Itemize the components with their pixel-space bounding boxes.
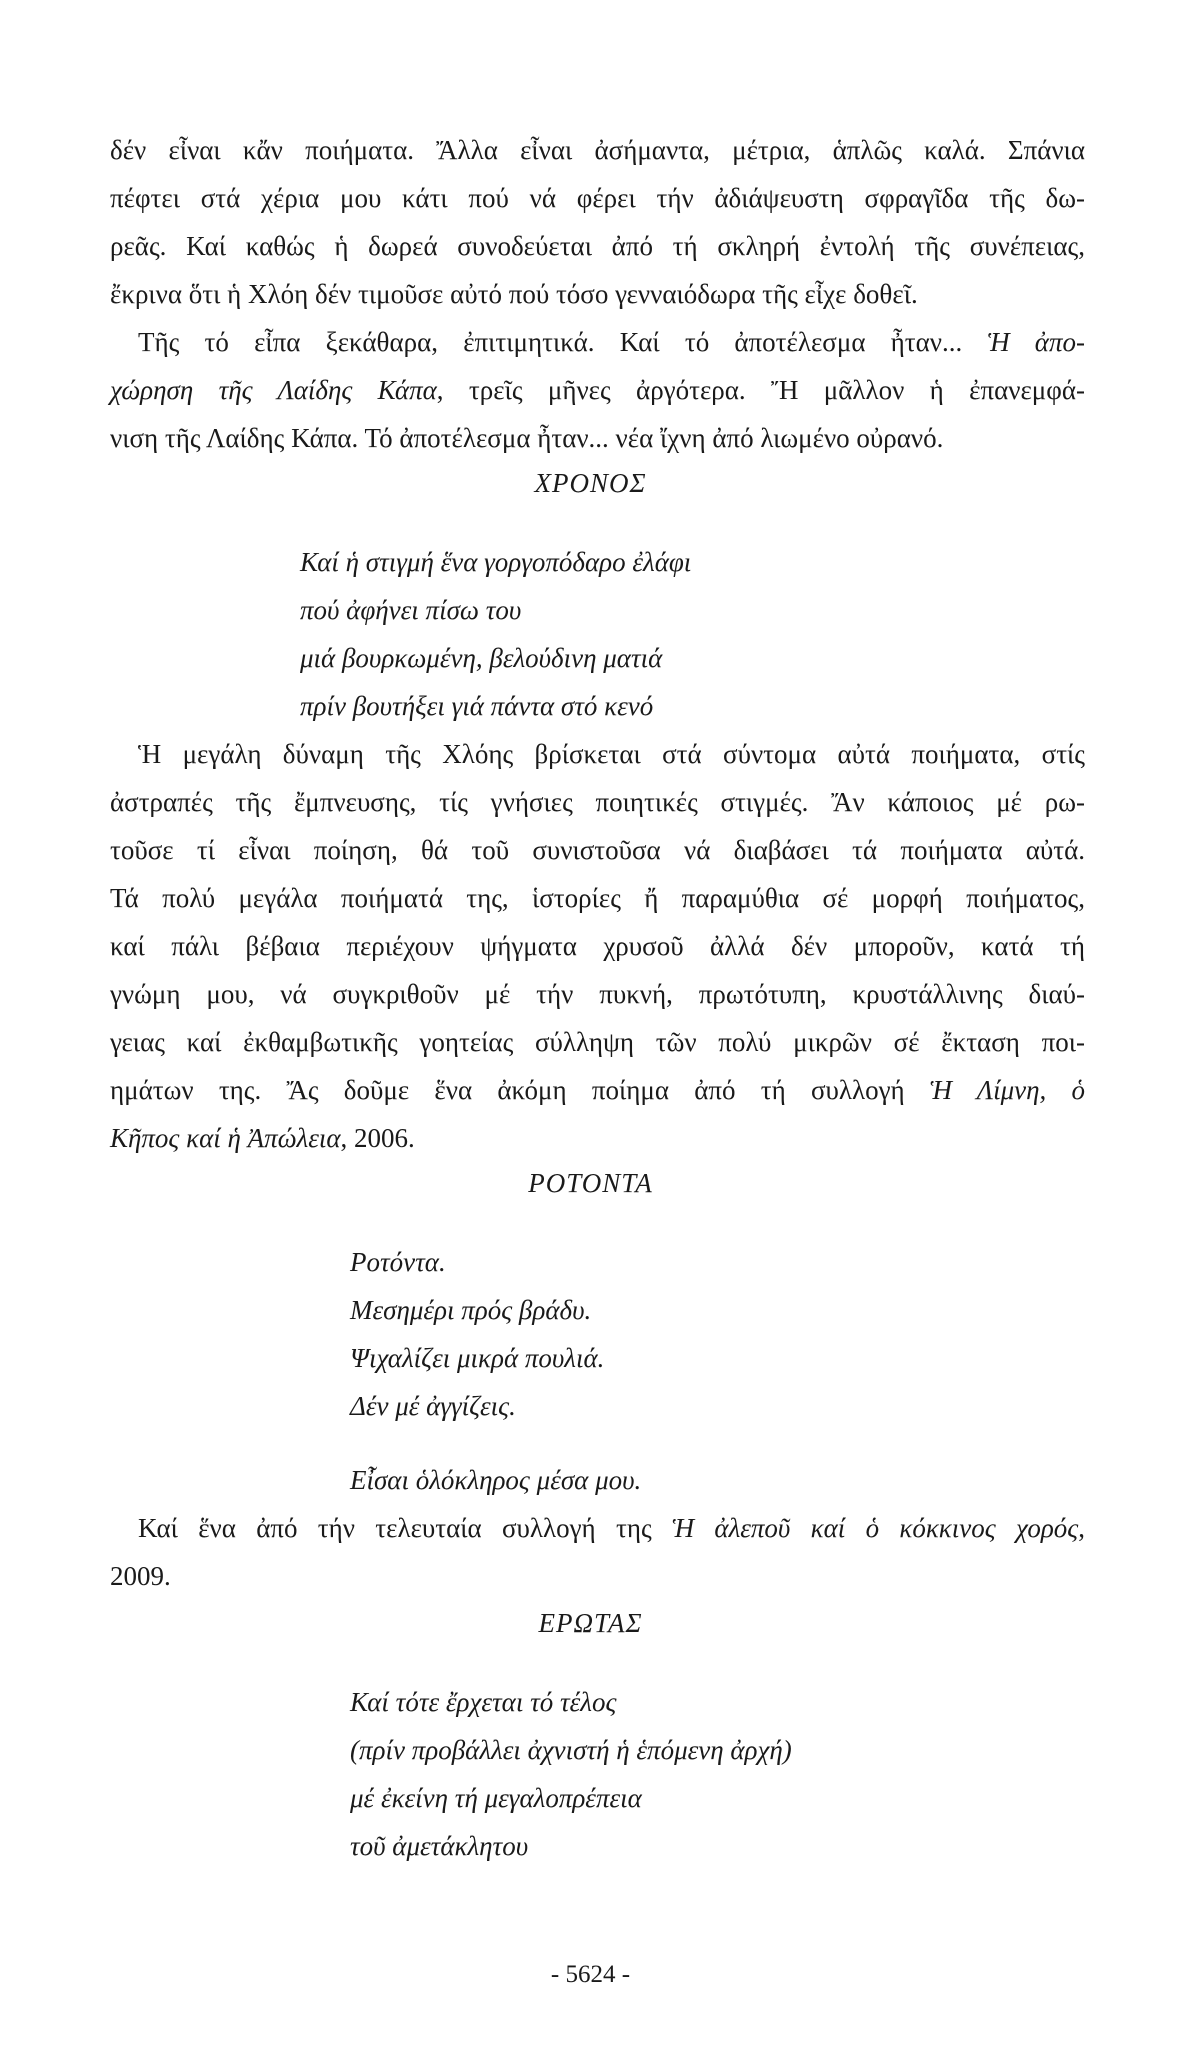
poem-line: πού ἀφήνει πίσω του — [300, 595, 522, 625]
text-span: , τρεῖς μῆνες ἀργότερα. Ἤ μᾶλλον ἡ ἐπανεμφά- — [436, 375, 1085, 405]
text-span: Τῆς τό εἶπα ξεκάθαρα, ἐπιτιμητικά. Καί τό ἀποτέλεσμα ἦταν... — [138, 327, 988, 357]
text-line — [110, 373, 1085, 407]
poem-line: πρίν βουτήξει γιά πάντα στό κενό — [300, 691, 654, 721]
text-line: δέν εἶναι κἄν ποιήματα. Ἄλλα εἶναι ἀσήμαντα, μέτρια, ἁπλῶς καλά. Σπάνια — [110, 135, 1085, 165]
book-title-span: Ἡ Λίμνη, ὁ — [929, 1075, 1086, 1105]
text-line: τοῦσε τί εἶναι ποίηση, θά τοῦ συνιστοῦσα νά διαβάσει τά ποιήματα αὐτά. — [110, 835, 1085, 865]
text-line: νιση τῆς Λαίδης Κάπα. Τό ἀποτέλεσμα ἦταν... νέα ἴχνη ἀπό λιωμένο οὐρανό. — [110, 423, 944, 453]
poem-title: ΡΟΤΟΝΤΑ — [528, 1168, 653, 1198]
poem-title: ΧΡΟΝΟΣ — [534, 468, 647, 498]
poem-line: Εἶσαι ὁλόκληρος μέσα μου. — [350, 1465, 642, 1495]
poem-line: μιά βουρκωμένη, βελούδινη ματιά — [300, 643, 663, 673]
book-title-span: Ἡ ἀπο- — [987, 327, 1085, 357]
poem-line: Καί ἡ στιγμή ἕνα γοργοπόδαρο ἐλάφι — [300, 547, 692, 577]
poem-line: Καί τότε ἔρχεται τό τέλος — [350, 1687, 617, 1717]
poem-line: Δέν μέ ἀγγίζεις. — [350, 1391, 516, 1421]
text-line: 2009. — [110, 1561, 171, 1591]
text-line: καί πάλι βέβαια περιέχουν ψήγματα χρυσοῦ ἀλλά δέν μποροῦν, κατά τή — [110, 931, 1085, 961]
text-span: ημάτων της. Ἄς δοῦμε ἕνα ἀκόμη ποίημα ἀπό τή συλλογή — [110, 1075, 930, 1105]
text-line: πέφτει στά χέρια μου κάτι πού νά φέρει τήν ἀδιάψευστη σφραγῖδα τῆς δω- — [110, 183, 1085, 213]
text-line — [110, 1121, 1085, 1155]
page-number: - 5624 - — [550, 1961, 631, 1988]
text-span: , 2006. — [340, 1123, 415, 1153]
text-line: ἔκρινα ὅτι ἡ Χλόη δέν τιμοῦσε αὐτό πού τόσο γενναιόδωρα τῆς εἶχε δοθεῖ. — [110, 279, 918, 309]
book-title-span: Ἡ ἀλεποῦ καί ὁ κόκκινος χορός — [671, 1513, 1079, 1543]
poem-line: τοῦ ἀμετάκλητου — [350, 1831, 529, 1861]
poem-line: Μεσημέρι πρός βράδυ. — [350, 1295, 592, 1325]
poem-line: μέ ἐκείνη τή μεγαλοπρέπεια — [350, 1783, 642, 1813]
text-line — [110, 1073, 1085, 1107]
poem-line: (πρίν προβάλλει ἀχνιστή ἡ ἑπόμενη ἀρχή) — [350, 1735, 792, 1765]
book-title-span: Κῆπος καί ἡ Ἀπώλεια — [110, 1123, 341, 1153]
text-line: ἀστραπές τῆς ἔμπνευσης, τίς γνήσιες ποιητικές στιγμές. Ἄν κάποιος μέ ρω- — [110, 787, 1085, 817]
poem-line: Ψιχαλίζει μικρά πουλιά. — [350, 1343, 605, 1373]
text-line: Ἡ μεγάλη δύναμη τῆς Χλόης βρίσκεται στά σύντομα αὐτά ποιήματα, στίς — [138, 739, 1085, 769]
text-line — [138, 1511, 1085, 1545]
text-line — [138, 325, 1085, 359]
poem-line: Ροτόντα. — [350, 1247, 446, 1277]
book-title-span: χώρηση τῆς Λαίδης Κάπα — [110, 375, 437, 405]
text-line: γειας καί ἐκθαμβωτικῆς γοητείας σύλληψη τῶν πολύ μικρῶν σέ ἔκταση ποι- — [110, 1027, 1085, 1057]
text-span: , — [1078, 1513, 1085, 1543]
poem-title: ΕΡΩΤΑΣ — [538, 1608, 643, 1638]
text-line: ρεᾶς. Καί καθώς ἡ δωρεά συνοδεύεται ἀπό τή σκληρή ἐντολή τῆς συνέπειας, — [110, 231, 1085, 261]
text-span: Καί ἕνα ἀπό τήν τελευταία συλλογή της — [138, 1513, 672, 1543]
text-line: Τά πολύ μεγάλα ποιήματά της, ἱστορίες ἤ παραμύθια σέ μορφή ποιήματος, — [110, 883, 1085, 913]
text-line: γνώμη μου, νά συγκριθοῦν μέ τήν πυκνή, πρωτότυπη, κρυστάλλινης διαύ- — [110, 979, 1085, 1009]
